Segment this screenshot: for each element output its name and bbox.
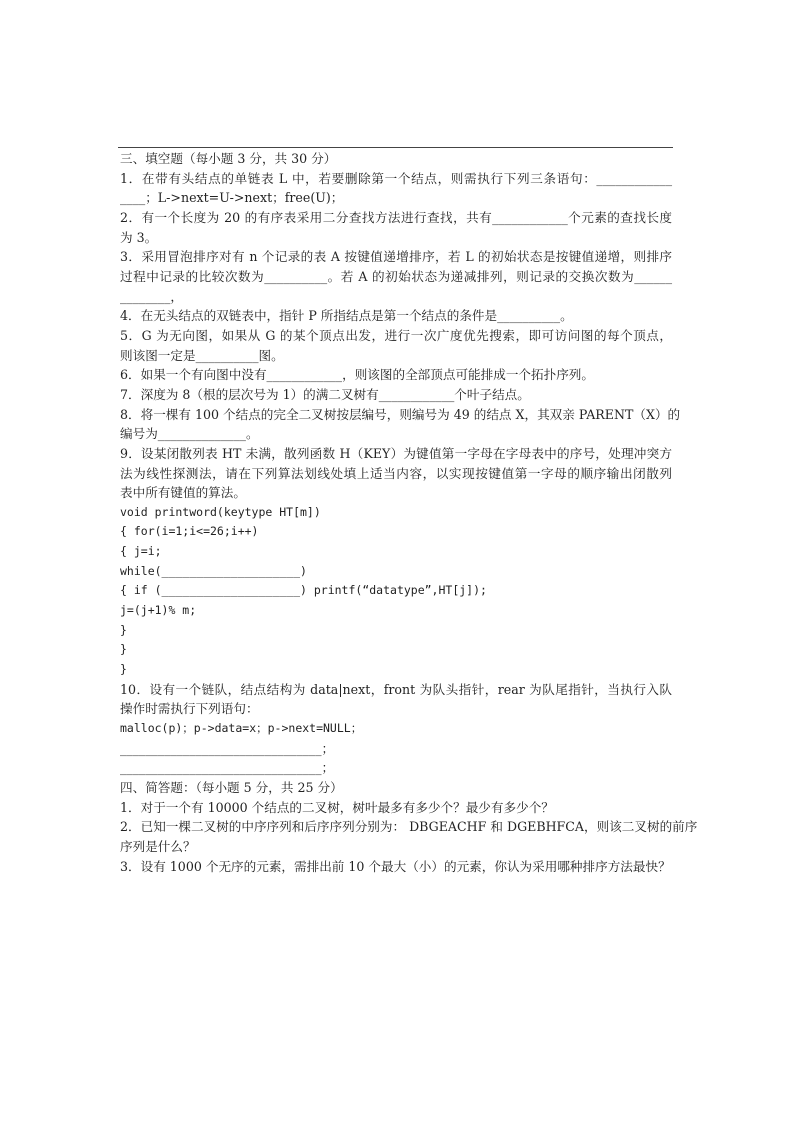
text-line: 10．设有一个链队，结点结构为 data|next，front 为队头指针，rear 为队尾指针，当执行入队 [120,681,672,697]
text-line: ________， [120,288,183,304]
code-line: } [120,622,127,637]
section-4-short-answers [120,798,698,877]
section-4-heading: 四、简答题：（每小题 5 分，共 25 分） [120,780,343,795]
document-body [120,149,698,876]
text-line: 5．G 为无向图，如果从 G 的某个顶点出发，进行一次广度优先搜索，即可访问图的每个顶点， [120,327,672,343]
text-line: 7．深度为 8（根的层次号为 1）的满二叉树有____________个叶子结点。 [120,386,530,402]
text-line: 4．在无头结点的双链表中，指针 P 所指结点是第一个结点的条件是__________。 [120,308,573,324]
text-line: 2．有一个长度为 20 的有序表采用二分查找方法进行查找，共有____________个元素的查找长度 [120,209,672,225]
text-line: 3．设有 1000 个无序的元素，需排出前 10 个最大（小）的元素，你认为采用哪种排序方法最快？ [120,858,671,874]
code-line: j=(j+1)% m; [120,603,197,618]
text-line: 编号为______________。 [120,426,259,442]
text-line: 操作时需执行下列语句： [120,701,259,717]
text-line: 1．在带有头结点的单链表 L 中，若要删除第一个结点，则需执行下列三条语句：____________ [120,170,672,186]
code-line: while(____________________) [120,563,307,578]
text-line: 9．设某闭散列表 HT 未满，散列函数 H（KEY）为键值第一字母在字母表中的序号，处理冲突方 [120,445,672,461]
code-line: { for(i=1;i<=26;i++) [120,524,259,539]
text-line: 2．已知一棵二叉树的中序序列和后序序列分别为： DBGEACHF 和 DGEBHFCA，则该二叉树的前序 [120,819,698,835]
code-line: } [120,662,127,677]
section-3-fill-in-blanks [120,169,681,778]
text-line: ________________________________； [120,740,335,756]
text-line: 过程中记录的比较次数为__________。若 A 的初始状态为递减排列，则记录的交换次数为______ [120,268,672,284]
code-line: } [120,642,127,657]
code-line: { if (____________________) printf(“datatype”,HT[j]); [120,583,487,598]
text-line: ____；L->next=U->next；free(U)； [120,190,344,206]
text-line: 1．对于一个有 10000 个结点的二叉树，树叶最多有多少个？最少有多少个？ [120,799,554,815]
text-line: 8．将一棵有 100 个结点的完全二叉树按层编号，则编号为 49 的结点 X，其双亲 PARENT（X）的 [120,406,681,422]
section-3-heading: 三、填空题（每小题 3 分，共 30 分） [120,151,337,166]
code-line: { j=i; [120,544,162,559]
text-line: 3．采用冒泡排序对有 n 个记录的表 A 按键值递增排序，若 L 的初始状态是按键值递增，则排序 [120,249,672,265]
top-rule [118,147,673,148]
text-line: 6．如果一个有向图中没有____________，则该图的全部顶点可能排成一个拓扑序列。 [120,367,594,383]
code-line: void printword(keytype HT[m]) [120,504,321,519]
text-line: ________________________________； [120,760,335,776]
code-line: malloc(p)；p->data=x；p->next=NULL； [120,721,363,736]
text-line: 序列是什么？ [120,838,196,854]
text-line: 则该图一定是__________图。 [120,347,284,363]
text-line: 表中所有键值的算法。 [120,485,246,501]
text-line: 为 3。 [120,229,158,245]
text-line: 法为线性探测法，请在下列算法划线处填上适当内容，以实现按键值第一字母的顺序输出闭散列 [120,465,672,481]
